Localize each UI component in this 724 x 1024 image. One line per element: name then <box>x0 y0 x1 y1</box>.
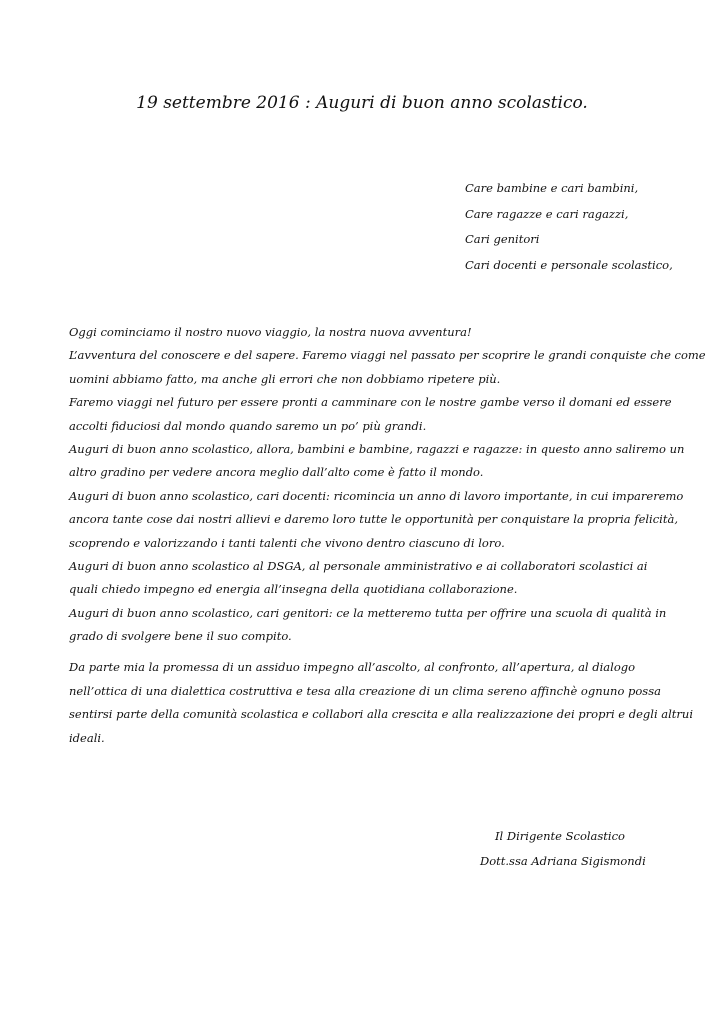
body-line: uomini abbiamo fatto, ma anche gli errori che non dobbiamo ripetere più. <box>69 371 501 386</box>
salutation-line: Cari docenti e personale scolastico, <box>465 257 673 272</box>
body-line: Auguri di buon anno scolastico, allora, bambini e bambine, ragazzi e ragazze: in questo anno saliremo un <box>69 441 685 456</box>
salutation <box>465 176 673 278</box>
body-line: ancora tante cose dai nostri allievi e daremo loro tutte le opportunità per conquistare la propria felicità, <box>69 512 678 527</box>
salutation-line: Care ragazze e cari ragazzi, <box>465 206 629 221</box>
paragraph-gap <box>69 648 669 656</box>
page-title: 19 settembre 2016 : Auguri di buon anno scolastico. <box>136 93 588 113</box>
body-line: grado di svolgere bene il suo compito. <box>69 629 292 644</box>
body-line: accolti fiduciosi dal mondo quando saremo un po’ più grandi. <box>69 418 427 433</box>
body-line: Auguri di buon anno scolastico, cari genitori: ce la metteremo tutta per offrire una scuola di qualità in <box>69 605 667 620</box>
body-line: Da parte mia la promessa di un assiduo impegno all’ascolto, al confronto, all’apertura, al dialogo <box>69 660 636 675</box>
body-line: Oggi cominciamo il nostro nuovo viaggio, la nostra nuova avventura! <box>69 325 472 339</box>
body-line: sentirsi parte della comunità scolastica e collabori alla crescita e alla realizzazione dei propri e degli altrui <box>69 707 694 722</box>
body-line: scoprendo e valorizzando i tanti talenti che vivono dentro ciascuno di loro. <box>69 535 505 550</box>
body-line: altro gradino per vedere ancora meglio dall’alto come è fatto il mondo. <box>69 465 484 480</box>
signature-role: Il Dirigente Scolastico <box>495 829 625 843</box>
body-line: ideali. <box>69 730 105 745</box>
body-line: Faremo viaggi nel futuro per essere pronti a camminare con le nostre gambe verso il domani ed essere <box>69 395 672 410</box>
body-line: Auguri di buon anno scolastico, cari docenti: ricomincia un anno di lavoro importante, in cui impareremo <box>69 488 684 503</box>
salutation-line: Care bambine e cari bambini, <box>465 181 639 195</box>
body-line: nell’ottica di una dialettica costruttiva e tesa alla creazione di un clima sereno affinchè ognuno possa <box>69 683 661 698</box>
salutation-line: Cari genitori <box>465 232 540 246</box>
body-line: Auguri di buon anno scolastico al DSGA, al personale amministrativo e ai collaboratori scolastici ai <box>69 558 648 573</box>
letter-body <box>69 321 706 750</box>
signature-block <box>480 824 646 874</box>
body-line: L’avventura del conoscere e del sapere. Faremo viaggi nel passato per scoprire le grandi conquiste che come <box>69 348 706 363</box>
body-line: quali chiedo impegno ed energia all’insegna della quotidiana collaborazione. <box>69 582 518 597</box>
signature-name: Dott.ssa Adriana Sigismondi <box>480 854 646 868</box>
